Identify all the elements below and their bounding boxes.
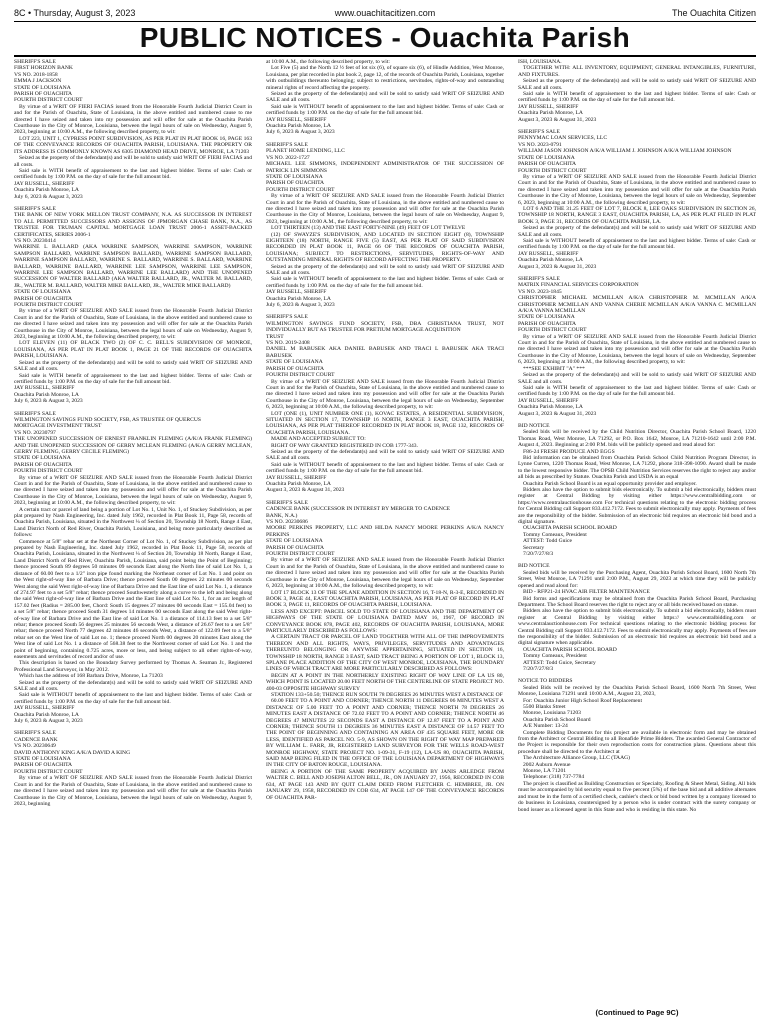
notice-paragraph: BID NOTICE — [518, 563, 550, 570]
notice-paragraph: Ouachita Parish Monroe, LA — [266, 295, 331, 302]
notice-paragraph: Said sale is WITH benefit of appraisement to the last and highest bidder. Terms of sale: Cash or certified funds by 1:00 P.M. on the day of sale for the full amount bid. — [518, 91, 756, 104]
notice-paragraph: VS NO. 2023-0791 — [518, 141, 562, 148]
notice-paragraph: JAY RUSSELL, SHERIFF — [266, 474, 327, 481]
notice-paragraph: SHERIFF'S SALE — [14, 59, 56, 65]
notice-paragraph: August 3, 2023 & August 31, 2023 — [518, 116, 597, 123]
notice-paragraph: BEING A PORTION OF THE SAME PROPERTY ACQUIRED BY JANIS ARLEDGE FROM WALTER C. BELL AND JOSEPH ALTON BELL, JR., ON JANUARY 27, 1956, RECORDED IN COB 634, AT PAGE 143 AND BY QUIT CLAIM DEED FROM FLETCHER C. HEMBREE, JR. ON JANUARY 29, 1958, RECORDED IN COB 634, AT PAGE 147 OF THE CONVEYANCE RECORDS OF OUACHITA PAR- — [266, 768, 504, 801]
notice-paragraph: Monroe, Louisiana 71203 — [523, 710, 581, 717]
notice-paragraph: Monroe, LA 71201 — [523, 768, 567, 775]
notice-paragraph: PLANET HOME LENDING, LLC — [266, 148, 345, 155]
notice-paragraph: CADENCE BANK (SUCCESSOR IN INTEREST BY MERGER TO CADENCE — [266, 506, 451, 513]
notice-paragraph: Bidders also have the option to submit bids electronically. To submit a bid electronically, bidders must register at Central Bidding by visiting either https:// www.centralbidding.com or www.centralauctionhouse.com For technical questions relating to the electronic bidding process for Central Bidding call Support 833.412.7172. Fees to submit electronically may apply. Payments of fees are the responsibility of the bidder. Submission of an electronic bid requires an electronic bid bond and a digital signature when applicable. — [518, 608, 756, 647]
notice-paragraph: By virtue of a WRIT OF SEIZURE AND SALE issued from the Honorable Fourth Judicial District Court in and for the Parish of Ouachita, State of Louisiana, in the above entitled and numbered cause to me directed I have seized and taken into my possession and will offer for sale at the Ouachita Parish Courthouse in the City of Monroe, Louisiana, between the legal hours of sale on Wednesday, August 9, 2023, beginning at 10:00 A.M., the following described property, to wit: — [266, 193, 504, 225]
notice-paragraph: STATE OF LOUISIANA — [266, 359, 323, 366]
notice-paragraph: VS NO. 2019-2408 — [266, 340, 310, 347]
notice-paragraph: JAY RUSSELL, SHERIFF — [518, 103, 579, 110]
notice-paragraph: TOGETHER WITH: ALL INVENTORY, EQUIPMENT, GENERAL INTANGIBLES, FURNITURE, AND FIXTURES. — [518, 65, 756, 78]
notice-paragraph: DANIEL M BABUSEK AKA DANIEL BABUSEK AND TRACI L BABUSEK AKA TRACI BABUSEK — [266, 346, 504, 359]
notice-paragraph: JAY RUSSELL, SHERIFF — [518, 250, 579, 257]
title-rule — [14, 55, 756, 57]
notice-paragraph: Tommy Comeaux, President — [523, 531, 587, 538]
notice-paragraph: Seized as the property of the defendant(s) and will be sold to satisfy said WRIT OF SEIZURE AND SALE and all costs. — [518, 372, 756, 385]
notice-paragraph: PARISH OF OUACHITA — [14, 461, 73, 468]
notice-paragraph: JAY RUSSELL, SHERIFF — [266, 289, 327, 296]
notice-paragraph: Ouachita Parish Monroe, LA — [14, 391, 79, 398]
notice-paragraph: MOORE PERKINS PROPERTY, LLC AND HILDA NANCY MOORE PERKINS A/K/A NANCY PERKINS — [266, 525, 504, 538]
notice-paragraph: Lot Five (5) and the North 12 ½ feet of lot six (6), of square six (6), of Hindle Addition, West Monroe, Louisiana, per plat recorded in plat book 2, page 12, of the records of Ouachita Parish, Louisiana, together with outbuildings thereunto belonging; subject to restrictions, servitudes, rights-of-way and outstanding mineral rights of record affecting the property. — [266, 65, 504, 91]
notice-paragraph: By virtue of a WRIT OF SEIZURE AND SALE issued from the Honorable Fourth Judicial District Court in and for the Parish of Ouachita, State of Louisiana, in the above entitled and numbered cause to me directed I have seized and taken into my possession and will offer for sale at the Ouachita Parish Courthouse in the City of Monroe, Louisiana, between the legal hours of sale on Wednesday, September 6, 2023, beginning at 10:00 A.M., the following described property, to wit: — [266, 557, 504, 590]
notice-paragraph: STATE OF LOUISIANA — [518, 314, 575, 321]
notice-paragraph: RIGHT OF WAY GRANTED REGISTERED IN COB 1777-343. — [271, 442, 418, 449]
notice-paragraph: BANK, N.A.) — [266, 512, 298, 519]
notice-paragraph: JAY RUSSELL, SHERIFF — [518, 397, 579, 404]
notice-paragraph: STATE OF LOUISIANA — [14, 756, 71, 763]
notice-paragraph: July 6, 2023 & August 3, 2023 — [14, 718, 83, 725]
notice-paragraph: By virtue of a WRIT OF SEIZURE AND SALE issued from the Honorable Fourth Judicial District Court in and for the Parish of Ouachita, State of Louisiana, in the above entitled and numbered cause to me directed I have seized and taken into my possession and will offer for sale at the Ouachita Parish Courthouse in the City of Monroe, Louisiana, between the legal hours of sale on Wednesday, August 9, 2023, beginning at 10:00 A.M., the following described property, to wit: — [14, 474, 252, 507]
notice-paragraph: Said sale is WITH benefit of appraisement to the last and highest bidder. Terms of sale: Cash or certified funds by 1:00 P.M. on the day of sale for the full amount bid. — [14, 167, 252, 181]
notice-paragraph: WILLIAM JASON JOHNSON A/K/A WILLIAM J. JOHNSON A/K/A WILLIAM JOHNSON — [518, 148, 732, 155]
notice-paragraph: August 3, 2023 & August 31, 2023 — [266, 487, 345, 494]
notice-paragraph: VS NO. 20230414 — [14, 237, 56, 244]
notice-paragraph: ISH, LOUISIANA. — [518, 59, 562, 65]
notice-paragraph: Sealed bids will be received by the Purchasing Agent, Ouachita Parish School Board, 1600 North 7th Street, West Monroe, LA 71291 until 2:00 P.M., August 29, 2023 at which time they will be publicly opened and read aloud for: — [518, 569, 756, 589]
notice-paragraph: FIRST HORIZON BANK — [14, 65, 73, 72]
notice-paragraph: Bid information can be obtained from Ouachita Parish School Child Nutrition Program Director, in Lynne Curren, 1220 Thomas Road, West Monroe, LA 71292, phone 318-398-1090. Award shall be made to the lowest responsive bidder. The OPSB Child Nutrition Services reserves the right to reject any and/or all bids as prescribed by Statute. Ouachita Parish and USDA is an equal — [518, 454, 756, 481]
notice-paragraph: Sealed Bids will be received by the Ouachita Parish School Board, 1600 North 7th Street, West Monroe, Louisiana 71291 until 10:00 A.M., August 23, 2023, — [518, 684, 756, 698]
notice-paragraph: Seized as the property of the defendant(s) and will be sold to satisfy said WRIT OF SEIZURE AND SALE and all costs. — [518, 78, 756, 91]
notice-paragraph: By virtue of a WRIT OF SEIZURE AND SALE issued from the Honorable Fourth Judicial District Court in and for the Parish of Ouachita, State of Louisiana, in the above entitled and numbered cause to me directed I have seized and taken into my possession and will offer for sale at the Ouachita Parish Courthouse in the City of Monroe, Louisiana, between the legal hours of sale on Wednesday, September 6, 2023, beginning at 10:00 A.M., the following described property, to wit: — [518, 173, 756, 206]
notice-paragraph: VS NO. 2018-1858 — [14, 71, 58, 78]
notice-paragraph: PARISH OF OUACHITA — [518, 161, 577, 168]
notice-paragraph: LOT THIRTEEN (13) AND THE EAST FORTY-NINE (49) FEET OF LOT TWELVE — [271, 225, 466, 232]
notice-paragraph: ATTEST: Todd Guice — [523, 538, 572, 545]
notice-paragraph: WILMINGTON SAVINGS FUND SOCIETY, FSB, AS TRUSTEE OF QUERCUS — [14, 416, 202, 423]
notice-paragraph: Bid forms and specifications may be obtained from the Ouachita Parish School Board, Purchasing Department. The School Board reserves the right to reject any or all bids received based on statue. — [518, 595, 756, 608]
notice-paragraph: SHERIFF'S SALE — [14, 205, 56, 212]
notice-paragraph: FOURTH DISTRICT COURT — [518, 327, 587, 334]
notice-paragraph: SHERIFF'S SALE — [14, 410, 56, 417]
notice-paragraph: PARISH OF OUACHITA — [266, 544, 325, 551]
notice-paragraph: Ouachita Parish School Board — [523, 716, 591, 723]
notice-paragraph: MADE AND ACCEPTED SUBJECT TO: — [271, 436, 366, 443]
notice-paragraph: Ouachita Parish Monroe, LA — [14, 187, 79, 194]
notice-paragraph: FOURTH DISTRICT COURT — [14, 768, 83, 775]
notice-paragraph: July 6, 2023 & August 3, 2023 — [14, 398, 83, 405]
notice-paragraph: EMMA J JACKSON — [14, 78, 62, 85]
notice-paragraph: VS NO. 20230797 — [14, 429, 56, 436]
notice-paragraph: August 3, 2023 & August 31, 2023 — [518, 410, 597, 417]
notice-paragraph: SHERIFF'S SALE — [14, 730, 56, 737]
notice-paragraph: Said sale is WITHOUT benefit of appraisement to the last and highest bidder. Terms of sale: Cash or certified funds by 1:00 P.M. on the day of sale for the full amount bid. — [266, 276, 504, 289]
notice-paragraph: PARISH OF OUACHITA — [14, 762, 73, 769]
notice-paragraph: JAY RUSSELL, SHERIFF — [14, 385, 75, 392]
notice-paragraph: FOURTH DISTRICT COURT — [14, 97, 83, 104]
notice-paragraph: 2002 Auburn Avenue — [523, 761, 571, 768]
notice-paragraph: LOT 17 BLOCK 13 OF THE SPLANE ADDITION IN SECTION 16, T-18-N, R-3-E, RECORDED IN BOOK 3, PAGE 44, EAST OUACHITA PARISH, LOUISIANA, AS PER PLAT OF RECORD IN PLAT BOOK 3, PAGE 11, RECORDS OF OUACHITA PARISH, LOUISIANA. — [266, 589, 504, 609]
notice-paragraph: A CERTAIN TRACT OR PARCEL OF LAND TOGETHER WITH ALL OF THE IMPROVEMENTS THEREON AND ALL RIGHTS, WAYS, PRIVILEGES, SERVITUDES AND ADVANTAGES THEREUNTO BELONGING OR ANYWISE APPERTAINING, SITUATED IN SECTION 16, TOWNSHIP 18 NORTH, RANGE 3 EAST, SAID TRACT BEING A PORTION OF LOT 1, BLOCK 13, SPLANE PLACE ADDITION OF THE CITY OF WEST MONROE, LOUISIANA, THE BOUNDARY LINES OF WHICH TRACT ARE MORE PARTICULARLY DESCRIBED AS FOLLOWS: — [266, 634, 504, 673]
notice-paragraph: FOURTH DISTRICT COURT — [266, 186, 335, 193]
notice-paragraph: Telephone: (318) 737-7784 — [523, 774, 585, 781]
notice-paragraph: SHERIFF'S SALE — [266, 314, 308, 321]
notice-paragraph: TRUST — [266, 333, 284, 340]
notice-paragraph: FOURTH DISTRICT COURT — [266, 551, 335, 558]
notice-paragraph: SHERIFF'S SALE — [266, 499, 308, 506]
page-title: PUBLIC NOTICES - Ouachita Parish — [139, 22, 631, 53]
notice-paragraph: THE BANK OF NEW YORK MELLON TRUST COMPANY, N.A. AS SUCCESSOR IN INTEREST TO ALL PERMITTED SUCCESSORS AND ASSIGNS OF JPMORGAN CHASE BANK, N.A., AS TRUSTEE FOR TRUMAN CAPITAL MORTGAGE LOAN TRUST 2006-1 ASSET-BACKED CERTIFICATES, SERIES 2006-1 — [14, 212, 252, 238]
page-header — [14, 8, 756, 20]
notice-paragraph: For: Ouachita Junior High School Roof Replacement — [523, 697, 643, 704]
notice-paragraph: 7/20/7/27/8/3 — [523, 665, 554, 672]
notice-paragraph: Ouachita Parish School Board is an equal opportunity provider and employer. — [523, 480, 697, 487]
notice-paragraph: The project is classified as Building Construction or Specialty, Roofing & Sheet Metal, Siding. All bids must be accompanied by bid security equal to five percent (5%) of the base bid and all additive alternates and must be in the form of a certified check, cashier's check or bid bond written by a company licensed to do business in Louisiana, countersigned by a person who is under contract with the surety company or bond issuer as a licensed agent in this State and who is residing in this state. No — [518, 780, 756, 813]
notice-paragraph: 5500 Blanks Street — [523, 704, 566, 710]
notice-paragraph: ***SEE EXHIBIT "A" *** — [523, 365, 585, 372]
notice-paragraph: JAY RUSSELL, SHERIFF — [14, 705, 75, 712]
notice-paragraph: Seized as the property of the defendant(s) and will be sold to satisfy said WRIT OF SEIZURE AND SALE and all costs. — [266, 448, 504, 462]
notice-paragraph: VS NO. 2022-1727 — [266, 154, 310, 161]
notices-column-2 — [266, 59, 504, 1007]
notice-paragraph: Ouachita Parish Monroe, LA — [266, 123, 331, 130]
notice-paragraph: By virtue of a WRIT OF SEIZURE AND SALE issued from the Honorable Fourth Judicial District Court in and for the Parish of Ouachita, State of Louisiana, in the above entitled and numbered cause to me directed I have seized and taken into my possession and will offer for sale at the Ouachita Parish Courthouse in the City of Monroe, Louisiana, between the legal hours of sale on Wednesday, September 6, 2023, beginning at 10:00 A.M., the following described property, to wit: — [518, 333, 756, 366]
notice-paragraph: OUACHITA PARISH SCHOOL BOARD — [523, 525, 617, 532]
notice-paragraph: Ouachita Parish Monroe, LA — [266, 481, 331, 487]
notice-paragraph: Said sale is WITHOUT benefit of appraisement to the last and highest bidder. Terms of sale: Cash or certified funds by 1:00 P.M. on the day of sale for the full amount bid. — [518, 237, 756, 251]
notice-paragraph: NOTICE TO BIDDERS — [518, 678, 573, 685]
notice-paragraph: By virtue of a WRIT OF FIERI FACIAS issued from the Honorable Fourth Judicial District Court in and for the Parish of Ouachita, State of Louisiana, in the above entitled and numbered cause to me directed I have seized and taken into my possession and will offer for sale at the Ouachita Parish Courthouse in the City of Monroe, Louisiana, between the legal hours of sale on Wednesday, August 9, 2023, beginning at 10:00 A.M., the following described property, to wit: — [14, 103, 252, 136]
notice-paragraph: By virtue of a WRIT OF SEIZURE AND SALE issued from the Honorable Fourth Judicial District Court in and for the Parish of Ouachita, State of Louisiana, in the above entitled and numbered cause to me directed I have seized and taken into my possession and will offer for sale at the Ouachita Parish Courthouse in the City of Monroe, Louisiana, between the legal hours of sale on Wednesday, August 9, 2023, beginning at 10:00 A.M., the following described property, to wit: — [14, 308, 252, 341]
notice-paragraph: Which has the address of 168 Barbara Drive, Monroe, La 71203 — [19, 673, 163, 680]
notice-paragraph: ATTEST: Todd Guice, Secretary — [523, 659, 596, 666]
notice-paragraph: Secretary — [523, 544, 545, 551]
notice-paragraph: FOURTH DISTRICT COURT — [518, 167, 587, 174]
notice-paragraph: SHERIFF'S SALE — [518, 276, 560, 282]
notice-paragraph: VS NO. 20230649 — [14, 743, 56, 750]
notice-paragraph: The Architecture Alliance Group, LLC (TAAG) — [523, 755, 631, 762]
notice-paragraph: STATE OF LOUISIANA — [14, 455, 71, 462]
notice-paragraph: LESS AND EXCEPT: PARCEL SOLD TO STATE OF LOUISIANA AND THE DEPARTMENT OF HIGHWAYS OF THE STATE OF LOUISIANA DATED MAY 16, 1967, OF RECORD IN CONVEYANCE BOOK 878, PAGE 402, RECORDS OF OUACHITA PARISH, LOUISIANA, MORE PARTICULARLY DESCRIBED AS FOLLOWS: — [266, 608, 504, 634]
notice-paragraph: Said sale is WITHOUT benefit of appraisement to the last and highest bidder. Terms of sale: Cash or certified funds by 1:00 P.M. on the day of sale for the full amount bid. — [266, 461, 504, 475]
notice-paragraph: PARISH OF OUACHITA — [14, 91, 73, 98]
notice-paragraph: July 6, 2023 & August 3, 2023 — [14, 193, 83, 200]
notice-paragraph: WILMINGTON SAVINGS FUND SOCIETY, FSB, DBA CHRISTIANA TRUST, NOT INDIVIDUALLY BUT AS TRUSTEE FOR PRETIUM MORTGAGE ACQUISITION — [266, 320, 504, 334]
notice-paragraph: FOURTH DISTRICT COURT — [14, 468, 83, 475]
notice-paragraph: Said sale is WITHOUT benefit of appraisement to the last and highest bidder. Terms of sale: Cash or certified funds by 1:00 P.M. on the day of sale for the full amount bid. — [14, 692, 252, 705]
notice-paragraph: Ouachita Parish Monroe, LA — [518, 257, 583, 264]
notice-paragraph: Seized as the property of the defendant(s) and will be sold to satisfy said WRIT OF SEIZURE AND SALE and all costs. — [266, 91, 504, 104]
notice-paragraph: Sealed bids will be received by the Child Nutrition Director, Ouachita Parish School Board, 1220 Thomas Road, West Monroe, LA 71292, or P.O. Box 1642, Monroe, LA 71210-1642 until 2:00 P.M. August 4, 2023. Beginning at 2:00 P.M. bids will be publicly opened and read aloud for: — [518, 429, 756, 449]
notice-paragraph: Said sale is WITHOUT benefit of appraisement to the last and highest bidder. Terms of sale: Cash or certified funds by 1:00 P.M. on the day of sale for the full amount bid. — [266, 103, 504, 117]
notice-paragraph: MICHAEL LEE SIMMONS, INDEPENDENT ADMINISTRATOR OF THE SUCCESSION OF PATRICK LIN SIMMONS — [266, 161, 504, 174]
notice-paragraph: STATE OF LOUISIANA — [266, 538, 323, 545]
notice-paragraph: BEGIN AT A POINT IN THE NORTHERLY EXISTING RIGHT OF WAY LINE OF LA US 80, WHICH POINT IS LOCATED 20.00 FEET NORTH OF THE CENTERLINE OF STATE PROJECT NO. 400-03 OPPOSITE HIGHWAY SURVEY — [266, 672, 504, 692]
notice-paragraph: PARISH OF OUACHITA — [518, 320, 577, 327]
notice-paragraph: PARISH OF OUACHITA — [14, 295, 73, 302]
notice-paragraph: PARISH OF OUACHITA — [266, 365, 325, 372]
notice-paragraph: BID NOTICE — [518, 422, 550, 429]
notice-paragraph: JAY RUSSELL, SHERIFF — [14, 180, 75, 187]
notice-paragraph: Seized as the property of the defendant(s) and will be sold to satisfy said WRIT OF SEIZURE AND SALE and all costs. — [266, 263, 504, 276]
notice-paragraph: Commence at 5/8" rebar set at the Northeast Corner of Lot No. 1, of Stuckey Subdivision, as per plat prepared by Nash Engineering, Inc. dated July 1962, recorded in Plat Book 11, Page 58, records of Ouachita Parish, Louisiana, situated in the Northwest ¼ of Section 20, Township 18 North, Range 4 East, Land District North of Red River, Ouachita Parish, Louisiana, said point being the Point of Beginning; thence proceed South 89 degrees 50 minutes 09 seconds East along the North line of said Lot No. 1, a distance of 60.00 feet to a 1/2" iron pipe found marking the Northeast corner of Lot No. 1 and point on the West right-of-way line of Barbara Drive; thence proceed South 00 degrees 22 minutes 00 seconds West along the said West right-of-way line of Barbara Drive and the East line of said Lot No. 1, a distance of 274.97 feet to a set 5/8" rebar; thence proceed Southwesterly along a curve to the left and being along the said West right-of-way line of Barbara Drive and the East line of said Lot No. 1, for an arc length of 157.02 feet (Radius = 285.00 feet, Chord: South 15 degrees 27 minutes 00 seconds East = 155.04 feet) to a set 5/8" rebar; thence proceed South 31 degrees 14 minutes 00 seconds East along the said West right-of-way line of Barbara Drive and the East line of said Lot No. 1 a distance of 114.13 feet to a set 5/8" rebar; thence proceed South 56 degrees 25 minutes 56 seconds West, a distance of 26.67 feet to a set 5/8" rebar; thence proceed North 77 degrees 42 minutes 46 seconds West, a distance of 122.09 feet to a 5/8" rebar set on the West line of said Lot no. 1; thence proceed North 00 degrees 20 minutes East along the West line of said Lot No. 1 a distance of 568.38 feet to the Northwest corner of said Lot No. 1 and the point of beginning, containing 0.725 acres, more or less, and being subject to all other rights-of-way, easements and servitudes of record and/or of use. — [14, 538, 252, 660]
notice-paragraph: LOT (ONE (1), UNIT NUMBER ONE (1), KOVAC ESTATES, A RESIDENTIAL SUBDIVISION, SITUATED IN SECTION 17, TOWNSHIP 16 NORTH, RANGE 3 EAST, OUACHITA PARISH, LOUISIANA, AS PER PLAT THEREOF RECORDED IN PLAT BOOK 18, PAGE 132, RECORDS OF OUACHITA PARISH, LOUISIANA. — [266, 410, 504, 436]
notice-paragraph: (12) OF SWAYZE'S SUBDIVISION, AND LOCATED IN SECTION EIGHT (8), TOWNSHIP EIGHTEEN (18) NORTH, RANGE FIVE (5) EAST, AS PER PLAT OF SAID SUBDIVISION RECORDED IN PLAT BOOK 11, PAGE 66 OF THE RECORDS OF OUACHITA PARISH, LOUISIANA; SUBJECT TO RESTRICTIONS, SERVITUDES, RIGHTS-OF-WAY AND OUTSTANDING MINERAL RIGHTS OF RECORD AFFECTING THE PROPERTY. — [266, 231, 504, 264]
notice-paragraph: WARRINE L BALLARD (AKA WARRINE SAMPSON, WARRINE SAMPSON, WARRINE SAMPSON BALLARD, WARRINE SAMPSON BALLARD), WARRINE SAMPSON BALLARD, WARRINE SAMPSON BALLARD, WARRINE S. BALLARD, WARRINE S. BALLARD, WARRINE BALLARD, WARRINE BALLARD, WARRINE LEE SAMPSON, WARRINE LEE SAMPSON, WARRINE LEE SAMPSON BALLARD, WARRINE LEE BALLARD) AND THE UNOPENED SUCCESSION OF WALTER BALLARD (AKA WALTER BALLARD, JR., WALTER M. BALLARD, JR., WALTER M. BALLARD, WALTER MIKE BALLARD, JR., WALTER MIKE BALLARD) — [14, 244, 252, 289]
notice-paragraph: STATE OF LOUISIANA — [518, 154, 575, 161]
notice-paragraph: FOURTH DISTRICT COURT — [14, 302, 83, 309]
notice-paragraph: MATRIX FINANCIAL SERVICES CORPORATION — [518, 282, 639, 289]
notice-paragraph: CADENCE BANK — [14, 736, 58, 743]
notice-paragraph: Seized as the property of the defendant(s) and will be sold to satisfy said WRIT OF SEIZURE AND SALE and all costs. — [518, 225, 756, 238]
notice-paragraph: MORTGAGE INVESTMENT TRUST — [14, 423, 102, 430]
notice-paragraph: Ouachita Parish Monroe, LA — [14, 711, 79, 718]
notice-paragraph: 7/20/7/27/8/3 — [523, 551, 554, 558]
notice-paragraph: JAY RUSSELL, SHERIFF — [266, 116, 327, 123]
notices-column-3 — [518, 59, 756, 1007]
notice-paragraph: PARISH OF OUACHITA — [266, 180, 325, 187]
notice-paragraph: VS NO. 20230686 — [266, 519, 308, 526]
notice-paragraph: Seized as the property of the defendant(s) and will be sold to satisfy said WRIT OF SEIZURE AND SALE and all costs. — [14, 359, 252, 373]
notice-paragraph: July 6, 2023 & August 3, 2023 — [266, 129, 335, 136]
notice-paragraph: DAVID ANTHONY KING A/K/A DAVID A KING — [14, 749, 131, 756]
notice-paragraph: OUACHITA PARISH SCHOOL BOARD — [523, 646, 617, 653]
notice-paragraph: Complete Bidding Documents for this project are available in electronic form and may be obtained from the Architect or Central Bidding to all Bonafide Prime Bidders. The awarded General Contractor of the Project is responsible for their own reproduction costs for construction plans. Questions about this procedure shall be directed to the Architect at — [518, 729, 756, 755]
notice-paragraph: CHRISTOPHER MICHAEL MCMILLAN A/K/A CHRISTOPHER M. MCMILLAN A/K/A CHRISTOPHER MCMILLAN AND VANNA CHERIE MCMILLAN A/K/A VANNA C. MCMILLAN A/K/A VANNA MCMILLAN — [518, 295, 756, 315]
notices-column-1 — [14, 59, 252, 1007]
paper-name: The Ouachita Citizen — [671, 8, 756, 18]
notice-paragraph: VS NO. 2023-1845 — [518, 288, 562, 295]
notice-paragraph: Seized as the property of the defendant(s) and will be sold to satisfy said WRIT OF FIERI FACIAS and all costs. — [14, 155, 252, 168]
notice-paragraph: F86-24 FRESH PRODUCE AND EGGS — [523, 448, 615, 455]
notice-paragraph: LOT ELEVEN (11) OF BLACK TWO (2) OF C. C. BELL'S SUBDIVISION OF MONROE, LOUISIANA, AS PER PLAT IN PLAT BOOK 1, PAGE 21 OF THE RECORDS OF OUACHITA PARISH, LOUISIANA. — [14, 340, 252, 360]
page-date: 8C • Thursday, August 3, 2023 — [14, 8, 136, 18]
notice-paragraph: THE UNOPENED SUCCESSION OF ERNEST FRANKLIN FLEMING (A/K/A FRANK FLEMING) AND THE UNOPENED SUCCESSION OF GERRY MCLEAN FLEMING (A/K/A GERRY MCLEAN, GERRY FLEMING, GERRY CECILE FLEMING) — [14, 436, 252, 455]
notice-paragraph: A/E Number: 13-24 — [523, 723, 568, 730]
notice-paragraph: SHERIFF'S SALE — [518, 129, 560, 136]
notice-paragraph: FOURTH DISTRICT COURT — [266, 372, 335, 379]
notice-paragraph: Tommy Comeaux, President — [523, 653, 587, 660]
notice-paragraph: LOT 223, UNIT 1, CYPRESS POINT SUBDIVISION, AS PER PLAT IN PLAT BOOK 16, PAGE 163 OF THE CONVEYANCE RECORDS OF OUACHITA PARISH, LOUISIANA. THE PROPERTY OR ITS ADDRESS IS COMMONLY KNOWN AS 6305 DIAMOND HEAD DRIVE, MONROE, LA 71203 — [14, 135, 252, 155]
notice-paragraph: July 6, 2023 & August 3, 2023 — [266, 302, 335, 309]
notice-paragraph: By virtue of a WRIT OF SEIZURE AND SALE issued from the Honorable Fourth Judicial District Court in and for the Parish of Ouachita, State of Louisiana, in the above entitled and numbered cause to me directed I have seized and taken into my possession and will offer for sale at the Ouachita Parish Courthouse in the City of Monroe, Louisiana, between the legal hours of sale on Wednesday, September 6, 2023, beginning at 10:00 A.M., the following described property, to wit: — [266, 378, 504, 411]
notice-paragraph: at 10:00 A.M., the following described property, to wit: — [266, 59, 390, 65]
site-url[interactable]: www.ouachitacitizen.com — [334, 8, 436, 18]
notice-paragraph: Said sale is WITH benefit of appraisement to the last and highest bidder. Terms of sale: Cash or certified funds by 1:00 P.M. on the day of sale for the full amount bid. — [518, 384, 756, 398]
notice-paragraph: STATION 133+50.50; THENCE RUN SOUTH 78 DEGREES 26 MINUTES WEST A DISTANCE OF — [271, 692, 503, 698]
notice-paragraph: Seized as the property of the defendant(s) and will be sold to satisfy said WRIT OF SEIZURE AND SALE and all costs. — [14, 679, 252, 692]
notice-paragraph: STATE OF LOUISIANA — [266, 173, 323, 180]
notice-paragraph: PENNYMAC LOAN SERVICES, LLC — [518, 135, 608, 142]
notice-paragraph: This description is based on the Boundary Survey performed by Thomas A. Seaman Jr., Registered Professional Land Surveyor, in May 2012. — [14, 660, 252, 673]
notice-paragraph: 60.00 FEET TO A POINT AND CORNER; THENCE NORTH 11 DEGREES 06 MINUTES WEST A DISTANCE OF 5.00 FEET TO A POINT AND CORNER; THENCE NORTH 78 DEGREES 26 MINUTES EAST A DISTANCE OF 72.02 FEET TO A POINT AND CORNER; THENCE NORTH 46 DEGREES 47 MINUTES 22 SECONDS EAST A DISTANCE OF 12.87 FEET TO A POINT AND CORNER; THENCE SOUTH 11 DEGREES 36 MINUTES EAST A DISTANCE OF 14.57 FEET TO THE POINT OF BEGINNING AND CONTAINING AN AREA OF 435 SQUARE FEET, MORE OR LESS, IDENTIFIED AS PARCEL NO. 5-9, AS SHOWN ON THE RIGHT OF WAY MAP PREPARED BY WILLIAM L. FARR, JR, REGISTERED LAND SURVEYOR FOR THE WELLS ROAD-WEST MONROE HIGHWAY, STATE PROJECT NO. 1-09-31, F-19 (12), LA-US 80, OUACHITA PARISH, SAID MAP BEING FILED IN THE OFFICE OF THE LOUISIANA DEPARTMENT OF HIGHWAYS IN THE CITY OF BATON ROUGE, LOUISIANA. — [266, 698, 504, 769]
notice-paragraph: Ouachita Parish Monroe, LA — [518, 404, 583, 411]
notice-paragraph: STATE OF LOUISIANA — [14, 289, 71, 296]
notice-paragraph: Ouachita Parish Monroe, LA — [518, 110, 583, 117]
continued-note: (Continued to Page 9C) — [595, 1008, 679, 1017]
notice-paragraph: Bidders also have the option to submit bids electronically. To submit a bid electronically, bidders must register at Central Bidding by visiting either https://www.centralbidding.com or https://www.centralauctionhouse.com For technical questions relating to the electronic bidding process for Central Bidding call Support 833.412.7172. Fees to submit electronically may apply. Payments of fees are the responsibility of the bidder. Submission of an electronic bid requires an electronic bid bond and a digital signature. — [518, 487, 756, 526]
notice-paragraph: BID - RFP21-24 HVAC AIR FILTER MAINTENANCE — [523, 589, 650, 596]
notice-paragraph: LOT 6 AND THE 31.25 FEET OF LOT 7, BLOCK 8, LEE OAKS SUBDIVISION IN SECTION 26, TOWNSHIP 18 NORTH, RANGE 3 EAST, OUACHITA PARISH, LA, AS PER PLAT FILED IN PLAT BOOK 3, PAGE 31, RECORDS OF OUACHITA PARISH, LA. — [518, 205, 756, 225]
notice-paragraph: By virtue of a WRIT OF SEIZURE AND SALE issued from the Honorable Fourth Judicial District Court in and for the Parish of Ouachita, State of Louisiana, in the above entitled and numbered cause to me directed I have seized and taken into my possession and will offer for sale at the Ouachita Parish Courthouse in the City of Monroe, Louisiana, between the legal hours of sale on Wednesday, August 9, 2023, beginning — [14, 775, 252, 807]
notice-paragraph: August 3, 2023 & August 31, 2023 — [518, 263, 597, 270]
notice-paragraph: A certain tract or parcel of land being a portion of Lot No. 1, Unit No. 1, of Stuckey Subdivision, as per plat prepared by Nash Engineering, Inc. dated July 1962, recorded in Plat Book 11, Page 58, records of Ouachita Parish, Louisiana, situated in the Northwest ¼ of Section 20, Township 18 North, Range 4 East, Land District North of Red River, Ouachita Parish, Louisiana, and being more particularly described as follows: — [14, 506, 252, 539]
notice-paragraph: SHERIFF'S SALE — [266, 141, 308, 148]
notice-paragraph: Said sale is WITH benefit of appraisement to the last and highest bidder. Terms of sale: Cash or certified funds by 1:00 P.M. on the day of sale for the full amount bid. — [14, 372, 252, 385]
notice-paragraph: STATE OF LOUISIANA — [14, 84, 71, 91]
